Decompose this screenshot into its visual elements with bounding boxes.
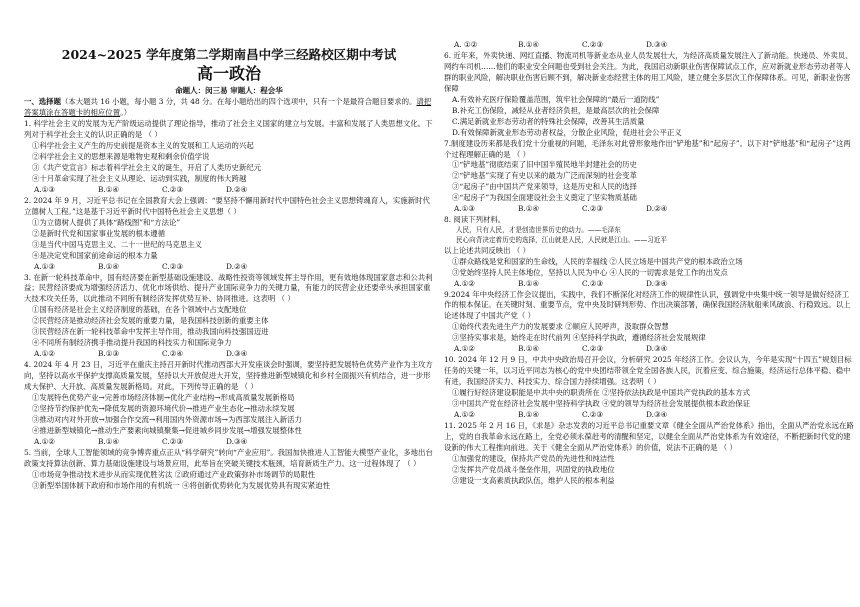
answer-choice: B.①④ [98, 261, 120, 271]
question-text: 6. 近年来，外卖快递、网红直播、物流司机等新业态从业人员发展壮大，为经济高质量发展注入了新动能。快递员、外卖员、网约车司机……他们的职业安全问题也受到社会关注。为此，我国启动新职业伤害保障试点工作，应对新就业形态劳动者等人群的职业风险，解决职业伤害后顾不到，解决新业态经营主体的用工风险，建立健全多层次工作保障体系。可见，新职业伤害保障 [444, 50, 853, 93]
question-text: 4. 2024 年 4 月 23 日，习近平在重庆主持召开新时代推动西部大开发座谈会时强调，要坚持把发展特色优势产业作为主攻方向，坚持以高水平保护支撑高质量发展，坚持以大开放促进大开发，坚持推进新型城镇化和乡村全面振兴有机结合，进一步形成大保护、大开放、高质量发展新格局。对此，下列传导正确的是 （ ） [24, 360, 433, 392]
exam-subject: 高一政治 [196, 64, 261, 83]
answer-choice: D.③④ [646, 40, 668, 49]
quotation: 人民，只有人民，才是创造世界历史的动力。——毛泽东 [456, 226, 621, 235]
option-text: ③民营经济在新一轮科技革命中发挥主导作用，推动我国向科技强国迈进 [32, 327, 269, 337]
question-text: 8. 阅读下列材料。 [444, 215, 506, 225]
answer-choice: C.②③ [582, 410, 603, 419]
section-heading [24, 97, 434, 119]
section-lead: 一、选择题 [24, 97, 61, 107]
quotation: 民心向背决定着历史的选择，江山就是人民，人民就是江山。——习近平 [456, 235, 667, 244]
answer-choice: A.①③ [454, 204, 475, 214]
question-text: 2. 2024 年 9 月，习近平总书记在全国教育大会上强调：“要坚持不懈用新时代中国特色社会主义思想铸魂育人，实施新时代立德树人工程。”这是基于习近平新时代中国特色社会主义思想（ ） [24, 195, 430, 216]
option-text: ①始终代表先进生产力的发展要求 ②顺应人民呼声，汲取群众智慧 [452, 322, 669, 332]
answer-choice: A.①③ [34, 184, 55, 194]
answer-choices [454, 40, 856, 51]
answer-choice: D.③④ [226, 436, 248, 446]
option-text: ④“起房子”为我国全面建设社会主义奠定了坚实物质基础 [452, 193, 637, 203]
option-text: ①“铲地基”彻底结束了旧中国半殖民地半封建社会的历史 [452, 160, 637, 170]
question-text: 10. 2024 年 12 月 9 日，中共中央政治局召开会议，分析研究 2025 年经济工作。会议认为，今年是实现“十四五”规划目标任务的关键一年，以习近平同志为核心的党中央团结带领全党全国各族人民，沉着应变、综合施策，经济运行总体平稳、稳中有进，我国经济实力、科技实力、综合国力持续增强。这表明（ ） [444, 355, 852, 387]
option-text: ③党始终坚持人民主体地位，坚持以人民为中心 ④人民的一切需求是党工作的出发点 [452, 267, 728, 277]
left-column [24, 40, 434, 492]
right-column [444, 40, 856, 487]
option-text: ④推进新型城镇化→推动生产要素向城镇聚集→促进城乡同步发展→增强发展整体性 [32, 425, 302, 435]
answer-choice: C.②③ [162, 184, 183, 194]
option-text: ②发挥共产党员战斗堡垒作用，巩固党的执政地位 [452, 464, 615, 474]
answer-choice: B.①④ [98, 184, 120, 194]
answer-choice: B.①③ [98, 349, 120, 359]
answer-choices [454, 204, 856, 215]
answer-choice: D.②④ [226, 184, 248, 194]
option-text: ③《共产党宣言》标志着科学社会主义的诞生，开启了人类历史新纪元 [32, 163, 262, 172]
answer-choice: C.②④ [162, 349, 183, 359]
option-text: ④十月革命实现了社会主义从理论、运动到实践，制度的伟大跨越 [32, 173, 247, 183]
answer-choice: B.①④ [98, 436, 120, 446]
option-text: B.补充工伤保险，减轻从业者经济负担，是最高层次的社会保障 [452, 105, 660, 115]
option-text: ③推动对内对外开放→加强合作交流→利用国内外资源市场→为西部发展注入新活力 [32, 414, 302, 424]
question-text: 7.制度建设历来都是我们党十分重视的问题，毛泽东对此曾形象地作出“铲地基”和“起房子”。以下对“铲地基”和“起房子”这两个过程理解正确的是 （ ） [444, 138, 851, 159]
answer-choice: B.①④ [518, 40, 540, 49]
exam-title: 2024~2025 学年度第二学期南昌中学三经路校区期中考试 [61, 47, 397, 62]
answer-choice: A.①② [34, 349, 55, 359]
answer-choice: A. ①② [454, 40, 478, 49]
section-closing: 。） [120, 108, 132, 118]
answer-choice: D.②④ [646, 204, 668, 214]
answer-choices [454, 344, 856, 355]
question-text: 3. 在新一轮科技革命中，国有经济要在新型基础设施建设、战略性投资等领域发挥主导作用，更有效地体现国家意志和公共利益；民营经济要成为增强经济活力、优化市场供给、提升产业国际竞争力的关键力量，有能力的民营企业还要牵头承担国家重大技术攻关任务，以此推动不同所有制经济发挥优势互补、协同推进。这表明 （ ） [24, 272, 433, 304]
answer-choice: C.②③ [162, 261, 183, 271]
answer-choice: A.①② [454, 278, 475, 288]
answer-choice: A.①③ [34, 261, 55, 271]
option-text: ③“起房子”由中国共产党来领导，这是历史和人民的选择 [452, 182, 637, 192]
option-text: ②是新时代党和国家事业发展的根本遵循 [32, 228, 166, 238]
option-text: ③新型举国体制下政府和市场作用的有机统一 ④将创新优势转化为发展优势具有现实紧迫性 [32, 480, 330, 490]
option-text: A.有效补充医疗保险覆盖范围，筑牢社会保障的“最后一道防线” [452, 94, 660, 104]
option-text: ①群众路线是党和国家的生命线，人民的幸福线 ②人民立场是中国共产党的根本政治立场 [452, 256, 743, 266]
option-text: D.有效保障新就业形态劳动者权益，分散企业风险，促进社会公平正义 [452, 127, 682, 137]
option-text: ③坚持实事求是，始终走在时代前列 ④坚持科学执政，遵循经济社会发展规律 [452, 333, 706, 343]
option-text: ①市场竞争推动技术进步从而实现优胜劣汰 ②政府通过产业政策弥补市场调节的局限性 [32, 469, 316, 479]
answer-choice: B.①④ [518, 410, 540, 419]
question-text: 1. 科学社会主义的发展为无产阶级运动提供了理论指导，推动了社会主义国家的建立与发展。丰富和发展了人类思想文化。下列对于科学社会主义的认识正确的是 （ ） [24, 119, 433, 140]
option-text: ①发展特色优势产业→完善市场经济体制→优化产业结构→形成高质量发展新格局 [32, 393, 295, 403]
answer-choice: B.①④ [518, 344, 540, 354]
exam-authors: 命题人：闵三易 审题人：程会华 [175, 86, 283, 96]
answer-choice: D.③④ [646, 410, 668, 419]
answer-choices [34, 185, 434, 196]
answer-choices [454, 279, 856, 290]
answer-choice: C.②③ [582, 344, 603, 354]
answer-choice: C.②③ [582, 204, 603, 214]
question-text: 11. 2025 年 2 月 16 日，《求是》杂志发表的习近平总书记重要文章《健全全面从严治党体系》指出，全面从严治党永远在路上，党的自我革命永远在路上，全党必须永葆赶考的清醒和坚定，以健全全面从严治党体系为有效途径，不断把新时代党的建设新的伟大工程推向前进。关于《健全全面从严治党体系》的价值，说法不正确的是 （ ） [444, 420, 854, 452]
answer-choice: A.①② [34, 436, 55, 446]
answer-choices [34, 437, 434, 448]
option-text: ②坚持节约保护优先→降低发展的资源环境代价→推进产业生态化→推动永续发展 [32, 403, 295, 413]
option-text: ①科学社会主义产生的历史前提是资本主义的发展和工人运动的兴起 [32, 141, 254, 151]
option-text: ①国有经济是社会主义经济制度的基础，在各个领域中占支配地位 [32, 305, 247, 315]
answer-choice: C.②③ [162, 436, 183, 446]
answer-choice: D.③④ [646, 344, 668, 354]
option-text: ①履行好经济建设职能是中共中央的职责所在 ②坚持依法执政是中国共产党执政的基本方式 [452, 388, 750, 398]
section-instructions: （本大题共 16 小题，每小题 3 分，共 48 分。在每小题给出的四个选项中，只有一个是最符合题目要求的。 [60, 97, 417, 107]
right-question-list [444, 40, 856, 487]
option-text: ②民营经济是推动经济社会发展的重要力量，是我国科技创新的重要主体 [32, 316, 269, 326]
answer-choice: D.③④ [226, 349, 248, 359]
answer-choice: D.③④ [646, 278, 668, 288]
answer-choice: C.②③ [582, 40, 603, 49]
answer-choice: A.①② [454, 344, 475, 354]
option-text: ②科学社会主义的思想来源是唯物史观和剩余价值学说 [32, 152, 210, 162]
option-text: ①加强党的建设，保持共产党员的先进性和纯洁性 [452, 453, 615, 463]
question-text: 5. 当前，全球人工智能领域的竞争博弈重点正从“科学研究”转向“产业应用”。我国加快推进人工智能大模型产业化，多地出台政策支持算法创新、算力基础设施建设与场景应用，此举旨在突破关键技术瓶颈，培育新质生产力。这一过程体现了 （ ） [24, 447, 433, 468]
option-text: ③建设一支高素质执政队伍，维护人民的根本利益 [452, 475, 615, 485]
question-text: 以上论述共同反映出 （ ） [444, 245, 530, 255]
option-text: ③中国共产党在经济社会发展中坚持科学执政 ④党的领导为经济社会发展提供根本政治保证 [452, 399, 750, 409]
answer-choices [34, 349, 434, 360]
option-text: ①为立德树人提供了具体“路线图”和“方法论” [32, 217, 181, 227]
section-underlined-note: 请把答案填涂在答题卡的相应位置 [24, 97, 432, 118]
answer-choice: C.②③ [582, 278, 603, 288]
answer-choices [454, 410, 856, 421]
answer-choice: B.①④ [518, 278, 540, 288]
option-text: ③是当代中国马克思主义、二十一世纪的马克思主义 [32, 239, 202, 249]
answer-choice: B.①④ [518, 204, 540, 214]
left-question-list [24, 119, 434, 491]
option-text: ④不同所有制经济携手推动提升我国的科技实力和国际竞争力 [32, 338, 232, 348]
question-text: 9.2024 年中央经济工作会议提出，实践中，我们不断深化对经济工作的规律性认识，强调党中央集中统一领导是做好经济工作的根本保证。在关键时刻、重要节点，党中央及时研判形势、作出决策部署，确保我国经济航船乘风破浪、行稳致远。以上论述体现了中国共产党（ ） [444, 289, 851, 321]
answer-choice: D.②④ [226, 261, 248, 271]
answer-choices [34, 262, 434, 273]
answer-choice: A.①② [454, 410, 475, 419]
option-text: ②“铲地基”实现了有史以来的最为广泛而深刻的社会变革 [452, 171, 637, 181]
option-text: ④是决定党和国家前途命运的根本力量 [32, 250, 158, 260]
option-text: C.满足新就业形态劳动者的特殊社会保障，改善其生活质量 [452, 116, 645, 126]
